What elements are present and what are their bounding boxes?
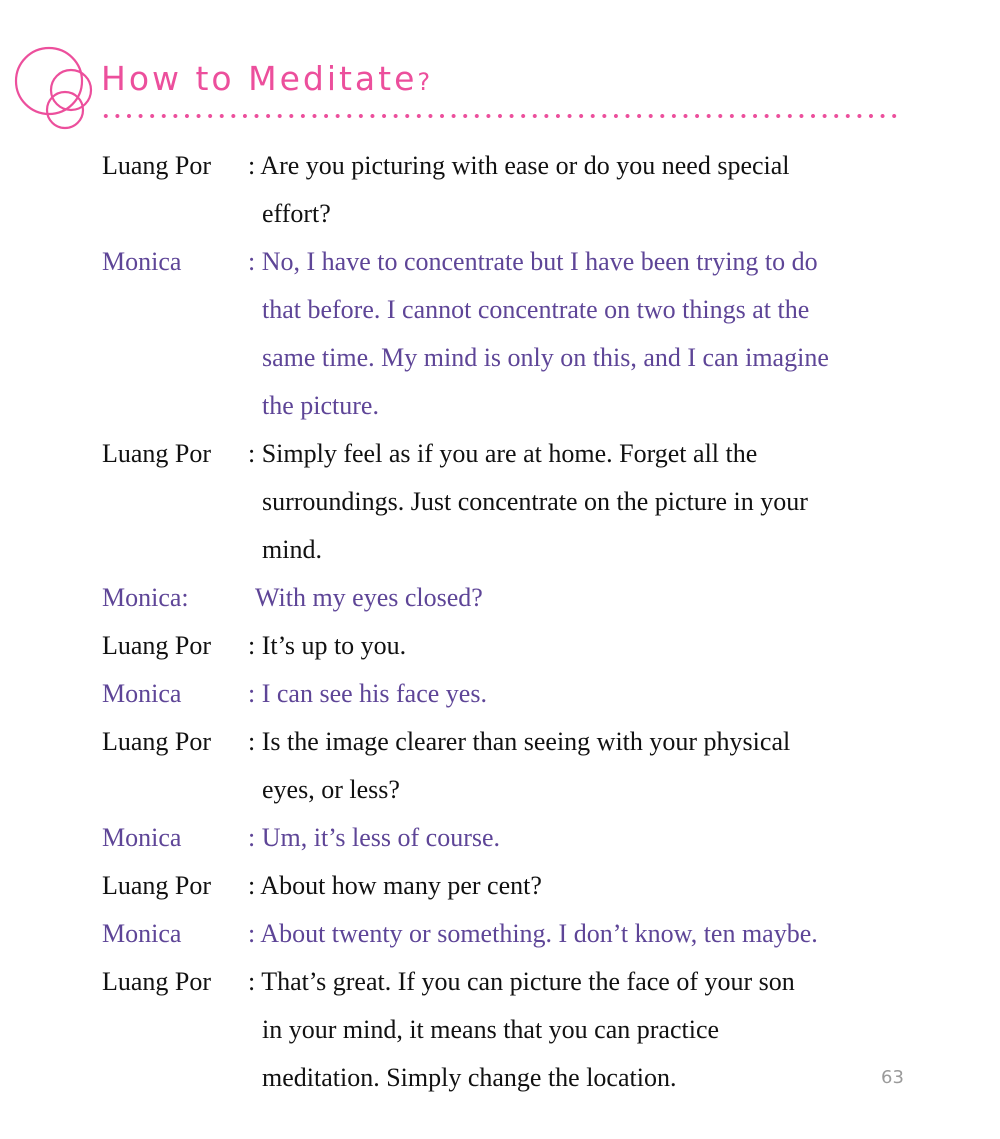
dialogue-line: : About twenty or something. I don’t know, ten maybe.: [248, 919, 818, 948]
dialogue-line: meditation. Simply change the location.: [262, 1063, 677, 1092]
page-header: [0, 0, 1000, 140]
speaker-name: Monica: [102, 823, 182, 852]
speaker-name: Luang Por: [102, 871, 212, 900]
dialogue-line: same time. My mind is only on this, and I can imagine: [262, 343, 829, 372]
dialogue-entry: [0, 910, 1000, 958]
speaker-name: Luang Por: [102, 727, 212, 756]
dialogue-entry: [0, 574, 1000, 622]
dotted-divider: [100, 112, 900, 120]
dialogue-line: : That’s great. If you can picture the face of your son: [248, 967, 795, 996]
dialogue-line: : Um, it’s less of course.: [248, 823, 501, 852]
dialogue-entry: [0, 622, 1000, 670]
dialogue-entry: [0, 670, 1000, 718]
speaker-name: Luang Por: [102, 967, 212, 996]
dialogue-entry: [0, 718, 1000, 814]
speaker-name: Luang Por: [102, 439, 212, 468]
speaker-name: Monica: [102, 919, 182, 948]
dialogue-entry: [0, 430, 1000, 574]
dialogue-line: : Simply feel as if you are at home. Forget all the: [248, 439, 758, 468]
dialogue-line: that before. I cannot concentrate on two things at the: [262, 295, 810, 324]
dialogue-entry: [0, 958, 1000, 1102]
speaker-name: Monica: [102, 679, 182, 708]
dialogue-line: : About how many per cent?: [248, 871, 542, 900]
dialogue-line: : Are you picturing with ease or do you need special: [248, 151, 790, 180]
speaker-name: Luang Por: [102, 631, 212, 660]
page-number: 63: [881, 1067, 904, 1088]
dialogue-entry: [0, 238, 1000, 430]
speaker-name: Luang Por: [102, 151, 212, 180]
title-question-mark: ?: [417, 68, 431, 96]
dialogue-line: : No, I have to concentrate but I have been trying to do: [248, 247, 818, 276]
speaker-name: Monica: [102, 247, 182, 276]
page-title: [101, 59, 431, 98]
dialogue-line: surroundings. Just concentrate on the picture in your: [262, 487, 808, 516]
dialogue-line: : Is the image clearer than seeing with your physical: [248, 727, 791, 756]
dialogue-line: in your mind, it means that you can practice: [262, 1015, 720, 1044]
dialogue-line: effort?: [262, 199, 331, 228]
dialogue-entry: [0, 142, 1000, 238]
dialogue-entry: [0, 814, 1000, 862]
dialogue-line: mind.: [262, 535, 322, 564]
dialogue-line: eyes, or less?: [262, 775, 400, 804]
speaker-name: Monica:: [102, 583, 189, 612]
title-text: How to Meditate: [101, 59, 418, 98]
dialogue-line: the picture.: [262, 391, 379, 420]
dialogue-line: With my eyes closed?: [255, 583, 483, 612]
dialogue-line: : I can see his face yes.: [248, 679, 487, 708]
overlapping-circles-icon: [0, 0, 110, 140]
dialogue-line: : It’s up to you.: [248, 631, 407, 660]
dialogue-entry: [0, 862, 1000, 910]
